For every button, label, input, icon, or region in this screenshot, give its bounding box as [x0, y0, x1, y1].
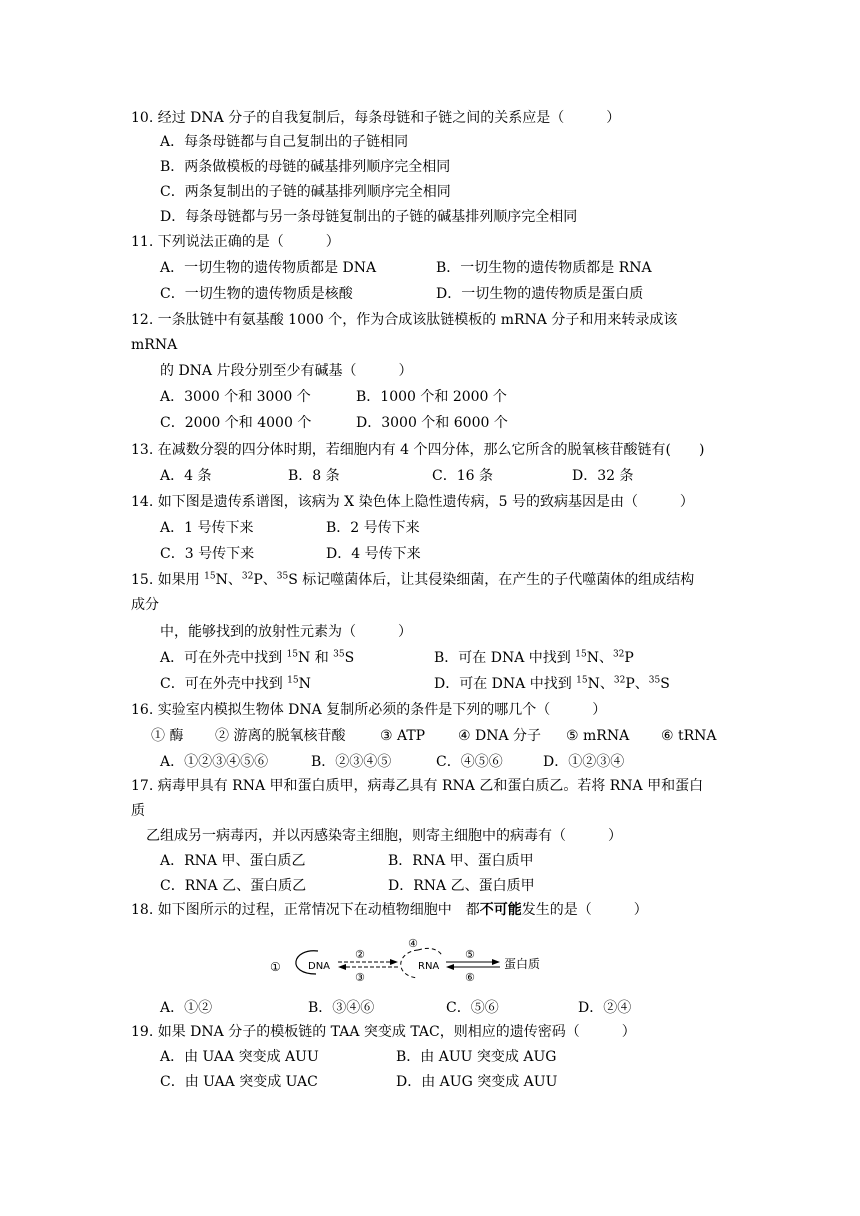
question-19-option-b: B．由 AUU 突变成 AUG — [396, 1049, 557, 1065]
question-10-option-a: A．每条母链都与自己复制出的子链相同 — [160, 134, 409, 150]
question-16-item-2: ② 游离的脱氧核苷酸 — [215, 728, 346, 744]
question-17-stem-wrap: 质 — [131, 803, 145, 819]
question-14-stem: 14. 如下图是遗传系谱图，该病为 X 染色体上隐性遗传病，5 号的致病基因是由（ ） — [131, 494, 694, 510]
transcription-arrowhead — [390, 959, 398, 965]
question-11-option-b: B．一切生物的遗传物质都是 RNA — [436, 260, 652, 276]
question-10-option-c: C．两条复制出的子链的碱基排列顺序完全相同 — [160, 184, 451, 200]
reverse-transcription-arrowhead — [338, 964, 346, 970]
question-13-option-d: D．32 条 — [572, 468, 634, 484]
question-17-option-d: D．RNA 乙、蛋白质甲 — [388, 878, 535, 894]
dna-label: DNA — [308, 961, 331, 972]
question-16-item-3: ③ ATP — [380, 728, 426, 744]
label-3: ③ — [355, 971, 365, 982]
question-13-option-b: B．8 条 — [288, 468, 340, 484]
question-11-option-c: C．一切生物的遗传物质是核酸 — [160, 286, 353, 302]
question-17-option-b: B．RNA 甲、蛋白质甲 — [388, 853, 534, 869]
question-14-option-d: D．4 号传下来 — [326, 546, 421, 562]
question-14-option-a: A．1 号传下来 — [160, 520, 254, 536]
question-12-stem-cont: 的 DNA 片段分别至少有碱基（ ） — [160, 363, 413, 379]
rna-replication-arc-left — [401, 950, 418, 978]
question-14-option-b: B．2 号传下来 — [326, 520, 420, 536]
question-13-option-a: A．4 条 — [160, 468, 212, 484]
question-14-option-c: C．3 号传下来 — [160, 546, 255, 562]
question-12-stem-wrap: mRNA — [131, 337, 178, 353]
question-16-option-c: C．④⑤⑥ — [436, 754, 503, 770]
question-16-option-d: D．①②③④ — [543, 754, 625, 770]
question-17-option-c: C．RNA 乙、蛋白质乙 — [160, 878, 307, 894]
question-15-option-b: B．可在 DNA 中找到 $^{15}$N、$^{32}$P — [434, 649, 634, 666]
central-dogma-diagram — [268, 938, 568, 982]
protein-label: 蛋白质 — [504, 957, 541, 971]
question-15-option-c: C．可在外壳中找到 $^{15}$N — [160, 675, 311, 692]
protein-to-rna-arrowhead — [446, 964, 454, 970]
question-19-option-d: D．由 AUG 突变成 AUU — [396, 1074, 558, 1090]
question-16-item-4: ④ DNA 分子 — [458, 728, 542, 744]
question-17-option-a: A．RNA 甲、蛋白质乙 — [160, 853, 306, 869]
question-17-stem-cont: 乙组成另一病毒丙，并以丙感染寄主细胞，则寄主细胞中的病毒有（ ） — [146, 828, 622, 844]
question-12-option-c: C．2000 个和 4000 个 — [160, 415, 312, 431]
question-16-item-1: ① 酶 — [151, 728, 184, 744]
question-11-stem: 11. 下列说法正确的是（ ） — [131, 234, 340, 250]
question-16-option-b: B．②③④⑤ — [311, 754, 392, 770]
question-13-option-c: C．16 条 — [432, 468, 493, 484]
question-10-stem: 10. 经过 DNA 分子的自我复制后，每条母链和子链之间的关系应是（ ） — [131, 110, 621, 126]
question-15-option-d: D．可在 DNA 中找到 $^{15}$N、$^{32}$P、$^{35}$S — [434, 675, 670, 692]
label-5: ⑤ — [465, 948, 475, 961]
question-18-option-b: B．③④⑥ — [308, 1000, 375, 1016]
question-17-stem: 17. 病毒甲具有 RNA 甲和蛋白质甲，病毒乙具有 RNA 乙和蛋白质乙。若将 RNA 甲和蛋白 — [131, 778, 704, 794]
question-18-option-a: A．①② — [160, 1000, 213, 1016]
question-15-stem: 15. 如果用 $^{15}$N、$^{32}$P、$^{35}$S 标记噬菌体后，让其侵染细菌，在产生的子代噬菌体的组成结构 — [131, 571, 695, 588]
question-16-stem: 16. 实验室内模拟生物体 DNA 复制所必须的条件是下列的哪几个（ ） — [131, 702, 607, 718]
question-12-stem: 12. 一条肽链中有氨基酸 1000 个，作为合成该肽链模板的 mRNA 分子和用来转录成该 — [131, 312, 678, 328]
question-16-item-6: ⑥ tRNA — [661, 728, 717, 744]
question-19-option-c: C．由 UAA 突变成 UAC — [160, 1074, 318, 1090]
question-16-option-a: A．①②③④⑤⑥ — [160, 754, 269, 770]
question-11-option-a: A．一切生物的遗传物质都是 DNA — [160, 260, 377, 276]
question-19-option-a: A．由 UAA 突变成 AUU — [160, 1049, 319, 1065]
question-15-stem-wrap: 成分 — [131, 597, 159, 613]
question-18-option-c: C．⑤⑥ — [446, 1000, 499, 1016]
question-15-stem-cont: 中，能够找到的放射性元素为（ ） — [160, 624, 412, 640]
question-10-option-d: D．每条母链都与另一条母链复制出的子链的碱基排列顺序完全相同 — [160, 209, 578, 225]
question-15-option-a: A．可在外壳中找到 $^{15}$N 和 $^{35}$S — [160, 649, 355, 666]
question-19-stem: 19. 如果 DNA 分子的模板链的 TAA 突变成 TAC，则相应的遗传密码（ ） — [131, 1024, 636, 1040]
rna-replication-arc-right — [418, 948, 442, 956]
label-2: ② — [355, 948, 365, 961]
label-1: ① — [270, 960, 281, 974]
label-4: ④ — [408, 938, 418, 950]
question-13-stem: 13. 在减数分裂的四分体时期，若细胞内有 4 个四分体，那么它所含的脱氧核苷酸链有( ) — [131, 442, 705, 458]
label-6: ⑥ — [465, 971, 475, 982]
question-10-option-b: B．两条做模板的母链的碱基排列顺序完全相同 — [160, 159, 451, 175]
question-11-option-d: D．一切生物的遗传物质是蛋白质 — [436, 286, 644, 302]
question-12-option-b: B．1000 个和 2000 个 — [356, 389, 507, 405]
translation-arrowhead — [492, 959, 500, 965]
question-16-item-5: ⑤ mRNA — [566, 728, 630, 744]
rna-label: RNA — [418, 961, 440, 972]
question-18-stem: 18. 如下图所示的过程，正常情况下在动植物细胞中 都不可能发生的是（ ） — [131, 902, 648, 918]
question-12-option-a: A．3000 个和 3000 个 — [160, 389, 311, 405]
question-18-option-d: D．②④ — [578, 1000, 632, 1016]
question-12-option-d: D．3000 个和 6000 个 — [356, 415, 508, 431]
